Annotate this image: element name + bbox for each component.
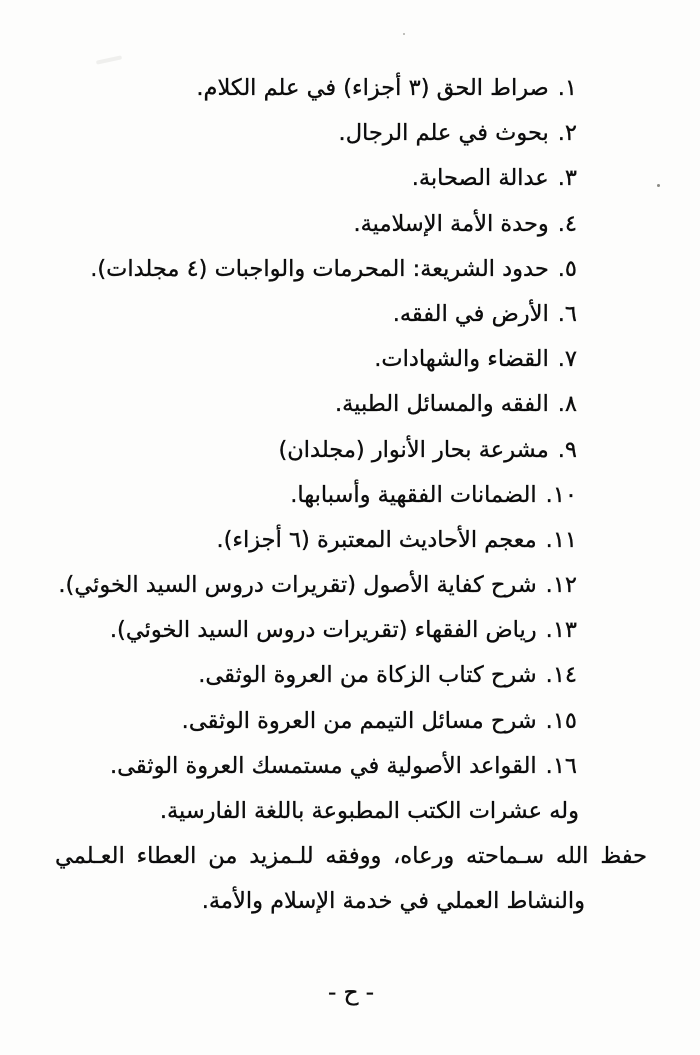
item-number: ٩. [557,436,577,463]
book-list-item [55,563,577,608]
item-title: وحدة الأمة الإسلامية. [353,210,549,237]
item-number: ١٦. [545,752,577,779]
item-title: شرح كتاب الزكاة من العروة الوثقى. [198,662,537,689]
item-number: ٤. [557,210,577,237]
scan-speck [403,33,405,35]
item-number: ٢. [557,120,577,147]
item-title: الضمانات الفقهية وأسبابها. [290,481,537,508]
book-list-item [55,518,577,563]
item-number: ١٥. [545,707,577,734]
item-title: مشرعة بحار الأنوار (مجلدان) [278,436,549,463]
book-list-item [55,699,577,744]
item-number: ٨. [557,391,577,418]
scan-speck [657,184,660,187]
item-number: ١٤. [545,662,577,689]
item-title: صراط الحق (٣ أجزاء) في علم الكلام. [196,75,549,101]
item-title: الفقه والمسائل الطبية. [334,391,549,418]
item-title: رياض الفقهاء (تقريرات دروس السيد الخوئي). [109,617,537,644]
scan-smudge [96,55,122,64]
publications-note: وله عشرات الكتب المطبوعة باللغة الفارسية. [159,798,579,824]
item-title: عدالة الصحابة. [411,165,549,192]
book-list-item [55,608,577,653]
book-list-item [55,111,577,156]
item-title: شرح كفاية الأصول (تقريرات دروس السيد الخوئي). [58,572,537,599]
item-number: ٥. [557,255,577,282]
book-list-item [55,744,577,789]
item-title: القواعد الأصولية في مستمسك العروة الوثقى. [110,752,537,779]
item-number: ٦. [557,300,577,327]
book-list-item [55,473,577,518]
book-list [55,66,647,789]
item-number: ٣. [557,165,577,192]
book-list-item [55,247,577,292]
book-list-item [55,66,577,111]
book-list-item [55,382,577,427]
closing-prayer [55,834,647,924]
item-number: ١٣. [545,617,577,644]
item-title: حدود الشريعة: المحرمات والواجبات (٤ مجلدات). [90,255,549,282]
item-number: ١٢. [545,572,577,599]
item-title: معجم الأحاديث المعتبرة (٦ أجزاء). [216,526,537,553]
item-number: ٧. [557,346,577,373]
book-list-item [55,337,577,382]
page-number: - ح - [327,979,375,1006]
prayer-line-1: حفظ الله سـماحته ورعاه، ووفقه للـمزيد من العطاء العـلمي [55,843,647,870]
book-list-item [55,428,577,473]
item-title: شرح مسائل التيمم من العروة الوثقى. [181,707,537,734]
book-list-item [55,156,577,201]
item-number: ١٠. [545,481,577,508]
item-title: بحوث في علم الرجال. [338,120,549,147]
item-number: ١. [557,75,577,101]
book-list-item [55,202,577,247]
item-number: ١١. [545,526,577,553]
book-list-item [55,292,577,337]
prayer-line-2: والنشاط العملي في خدمة الإسلام والأمة. [201,888,585,915]
book-list-item [55,653,577,698]
item-title: القضاء والشهادات. [374,346,549,373]
item-title: الأرض في الفقه. [392,300,549,327]
